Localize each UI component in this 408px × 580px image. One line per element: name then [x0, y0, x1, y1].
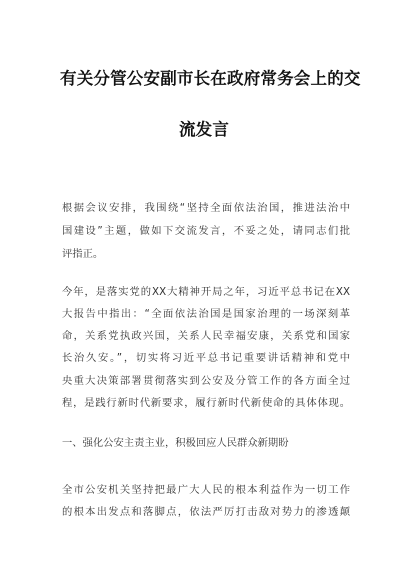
paragraph-line: 评指正。 — [62, 248, 104, 260]
section-heading-text: 一、强化公安主责主业，积极回应人民群众新期盼 — [62, 437, 289, 449]
paragraph-line: 命，关系党执政兴国，关系人民幸福安康，关系党和国家 — [62, 330, 350, 342]
paragraph-line: 央重大决策部署贯彻落实到公安及分管工作的各方面全过 — [62, 375, 350, 387]
paragraph-line: 长治久安。”，切实将习近平总书记重要讲话精神和党中 — [62, 352, 350, 364]
paragraph-line: 根据会议安排，我围绕“坚持全面依法治国，推进法治中 — [62, 202, 350, 214]
paragraph-line: 大报告中指出：“全面依法治国是国家治理的一场深刻革 — [62, 308, 350, 320]
paragraph-line: 全市公安机关坚持把最广大人民的根本利益作为一切工作 — [62, 484, 350, 496]
document-title-line-1: 有关分管公安副市长在政府常务会上的交 — [60, 69, 361, 88]
paragraph-line: 程，是践行新时代新要求，履行新时代新使命的具体体现。 — [62, 397, 350, 409]
document-title-line-2: 流发言 — [178, 120, 230, 139]
paragraph-line: 今年，是落实党的XX大精神开局之年，习近平总书记在XX — [62, 286, 350, 298]
paragraph-line: 国建设”主题，做如下交流发言，不妥之处，请同志们批 — [62, 225, 350, 237]
paragraph-line: 的根本出发点和落脚点，依法严厉打击敌对势力的渗透颠 — [62, 506, 350, 518]
